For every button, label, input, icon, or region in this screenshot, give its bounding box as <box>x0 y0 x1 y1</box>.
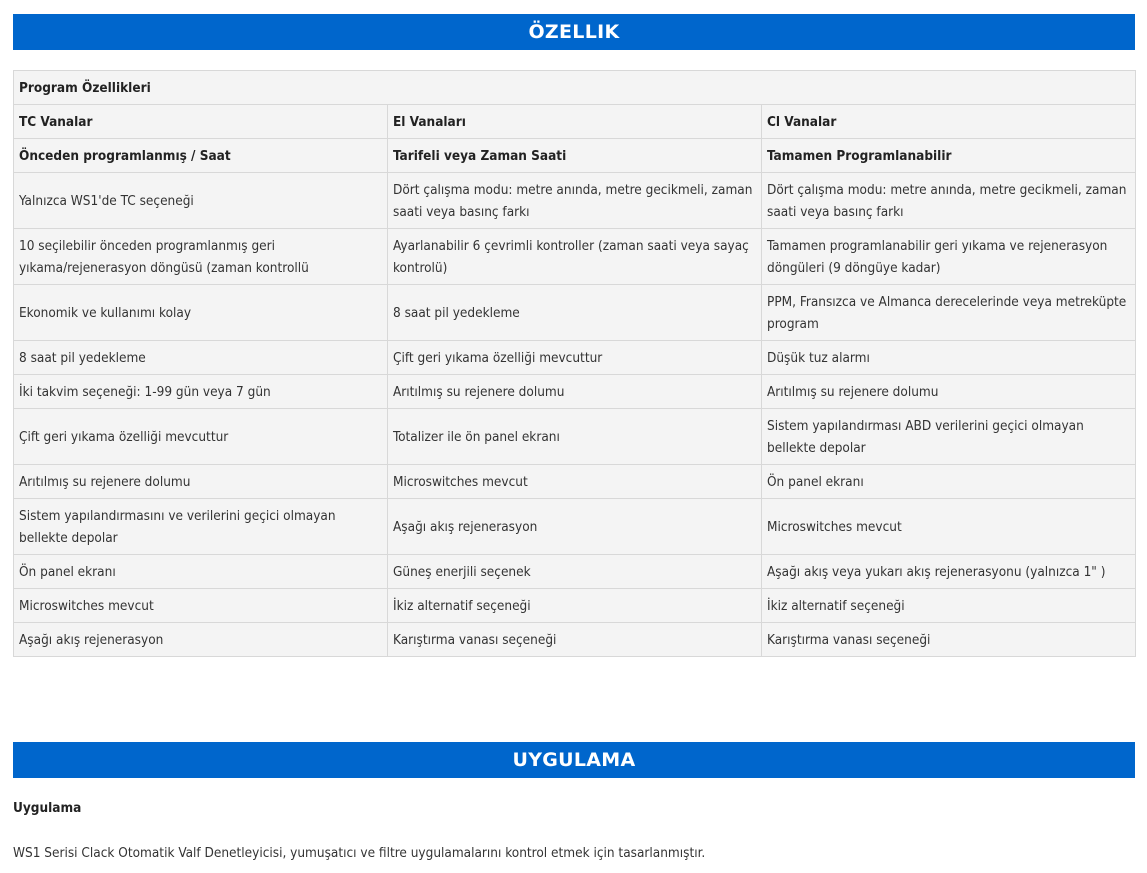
table-cell: Karıştırma vanası seçeneği <box>762 623 1136 657</box>
table-row <box>14 341 1136 375</box>
application-section-title: UYGULAMA <box>512 749 636 771</box>
application-description: WS1 Serisi Clack Otomatik Valf Denetleyicisi, yumuşatıcı ve filtre uygulamalarını kontrol etmek için tasarlanmıştır. <box>13 845 706 861</box>
table-cell: 8 saat pil yedekleme <box>14 341 388 375</box>
table-cell: Sistem yapılandırmasını ve verilerini geçici olmayan bellekte depolar <box>14 499 388 555</box>
header-el-valves: El Vanaları <box>388 105 762 139</box>
features-section-title: ÖZELLIK <box>528 21 620 43</box>
table-row <box>14 229 1136 285</box>
table-cell: Ön panel ekranı <box>762 465 1136 499</box>
subheader-tc: Önceden programlanmış / Saat <box>14 139 388 173</box>
table-row <box>14 375 1136 409</box>
table-cell: Ayarlanabilir 6 çevrimli kontroller (zaman saati veya sayaç kontrolü) <box>388 229 762 285</box>
table-cell: Karıştırma vanası seçeneği <box>388 623 762 657</box>
table-caption-row <box>14 71 1136 105</box>
table-cell: 8 saat pil yedekleme <box>388 285 762 341</box>
table-subheader-row <box>14 139 1136 173</box>
table-cell: Yalnızca WS1'de TC seçeneği <box>14 173 388 229</box>
table-cell: Düşük tuz alarmı <box>762 341 1136 375</box>
table-cell: Totalizer ile ön panel ekranı <box>388 409 762 465</box>
table-cell: Aşağı akış rejenerasyon <box>14 623 388 657</box>
table-cell: Aşağı akış rejenerasyon <box>388 499 762 555</box>
table-row <box>14 555 1136 589</box>
table-cell: 10 seçilebilir önceden programlanmış geri yıkama/rejenerasyon döngüsü (zaman kontrollü <box>14 229 388 285</box>
application-section-header <box>13 742 1135 778</box>
table-cell: Güneş enerjili seçenek <box>388 555 762 589</box>
table-cell: Aşağı akış veya yukarı akış rejenerasyonu (yalnızca 1" ) <box>762 555 1136 589</box>
table-cell: Ekonomik ve kullanımı kolay <box>14 285 388 341</box>
features-section-header <box>13 14 1135 50</box>
table-cell: Dört çalışma modu: metre anında, metre gecikmeli, zaman saati veya basınç farkı <box>388 173 762 229</box>
program-features-table <box>13 70 1136 657</box>
table-cell: Microswitches mevcut <box>388 465 762 499</box>
table-cell: Arıtılmış su rejenere dolumu <box>14 465 388 499</box>
table-row <box>14 409 1136 465</box>
table-row <box>14 465 1136 499</box>
table-caption: Program Özellikleri <box>14 71 1136 105</box>
table-row <box>14 499 1136 555</box>
table-cell: Arıtılmış su rejenere dolumu <box>388 375 762 409</box>
table-cell: Tamamen programlanabilir geri yıkama ve rejenerasyon döngüleri (9 döngüye kadar) <box>762 229 1136 285</box>
table-cell: Sistem yapılandırması ABD verilerini geçici olmayan bellekte depolar <box>762 409 1136 465</box>
table-cell: İkiz alternatif seçeneği <box>762 589 1136 623</box>
table-cell: İkiz alternatif seçeneği <box>388 589 762 623</box>
table-row <box>14 623 1136 657</box>
table-row <box>14 589 1136 623</box>
table-header-row <box>14 105 1136 139</box>
header-cl-valves: Cl Vanalar <box>762 105 1136 139</box>
table-cell: Microswitches mevcut <box>762 499 1136 555</box>
table-cell: Ön panel ekranı <box>14 555 388 589</box>
table-row <box>14 285 1136 341</box>
application-heading: Uygulama <box>13 800 82 816</box>
table-cell: Microswitches mevcut <box>14 589 388 623</box>
table-cell: İki takvim seçeneği: 1-99 gün veya 7 gün <box>14 375 388 409</box>
header-tc-valves: TC Vanalar <box>14 105 388 139</box>
table-cell: Arıtılmış su rejenere dolumu <box>762 375 1136 409</box>
table-row <box>14 173 1136 229</box>
table-cell: Çift geri yıkama özelliği mevcuttur <box>388 341 762 375</box>
table-cell: Çift geri yıkama özelliği mevcuttur <box>14 409 388 465</box>
subheader-cl: Tamamen Programlanabilir <box>762 139 1136 173</box>
table-cell: Dört çalışma modu: metre anında, metre gecikmeli, zaman saati veya basınç farkı <box>762 173 1136 229</box>
subheader-el: Tarifeli veya Zaman Saati <box>388 139 762 173</box>
table-cell: PPM, Fransızca ve Almanca derecelerinde veya metreküpte program <box>762 285 1136 341</box>
